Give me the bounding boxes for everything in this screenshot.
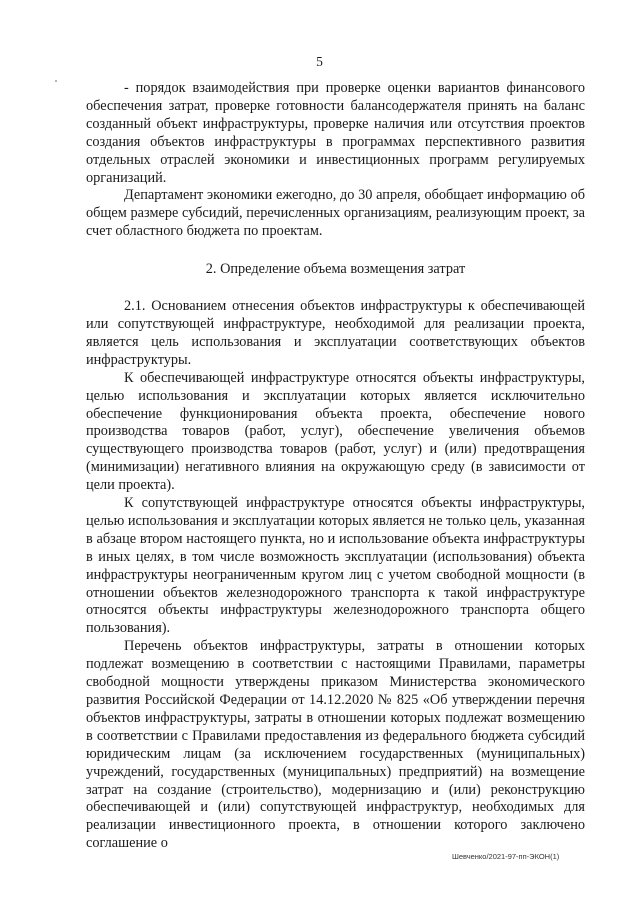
paragraph-interaction-order: - порядок взаимодействия при проверке оценки вариантов финансового обеспечения затрат, проверке готовности балансодержателя принять на баланс созданный объект инфраструктуры, проверке наличия или отсутствия проектов создания объектов инфраструктуры в программах перспективного развития отдельных отраслей экономики и инвестиционных программ регулируемых организаций. [86,80,585,186]
document-body [86,80,585,853]
paragraph-2-1: 2.1. Основанием отнесения объектов инфраструктуры к обеспечивающей или сопутствующей инфраструктуре, необходимой для реализации проекта, является цель использования и эксплуатации соответствующих объектов инфраструктуры. [86,298,585,368]
paragraph-accompanying-infrastructure: К сопутствующей инфраструктуре относятся объекты инфраструктуры, целью использования и эксплуатации которых является не только цель, указанная в абзаце втором настоящего пункта, но и использование объекта инфраструктуры в иных целях, в том числе возможность эксплуатации (использования) объекта инфраструктуры неограниченным кругом лиц с учетом свободной мощности (в отношении объектов железнодорожного транспорта к такой инфраструктуре относятся объекты инфраструктуры железнодорожного транспорта общего пользования). [86,495,585,637]
paragraph-infrastructure-list: Перечень объектов инфраструктуры, затраты в отношении которых подлежат возмещению в соответствии с настоящими Правилами, параметры свободной мощности утверждены приказом Министерства экономического развития Российской Федерации от 14.12.2020 № 825 «Об утверждении перечня объектов инфраструктуры, затраты в отношении которых подлежат возмещению в соответствии с Правилами предоставления из федерального бюджета субсидий юридическим лицам (за исключением государственных (муниципальных) учреждений, государственных (муниципальных) предприятий) на возмещение затрат на создание (строительство), модернизацию и (или) реконструкцию обеспечивающей и (или) сопутствующей инфраструктур, необходимых для реализации инвестиционного проекта, в отношении которого заключено соглашение о [86,638,585,852]
paragraph-supporting-infrastructure: К обеспечивающей инфраструктуре относятся объекты инфраструктуры, целью использования и эксплуатации которых является исключительно обеспечение функционирования объекта проекта, обеспечение нового производства товаров (работ, услуг), обеспечение увеличения объемов существующего производства товаров (работ, услуг) и (или) предотвращения (минимизации) негативного влияния на окружающую среду (в зависимости от цели проекта). [86,369,585,494]
section-heading: 2. Определение объема возмещения затрат [205,261,466,278]
scan-mark [55,80,57,82]
footer-document-code: Шевченко/2021-97-пп-ЭКОН(1) [452,852,560,861]
page-number: 5 [316,54,323,69]
paragraph-economics-department: Департамент экономики ежегодно, до 30 апреля, обобщает информацию об общем размере субсидий, перечисленных организациям, реализующим проект, за счет областного бюджета по проектам. [86,187,585,240]
